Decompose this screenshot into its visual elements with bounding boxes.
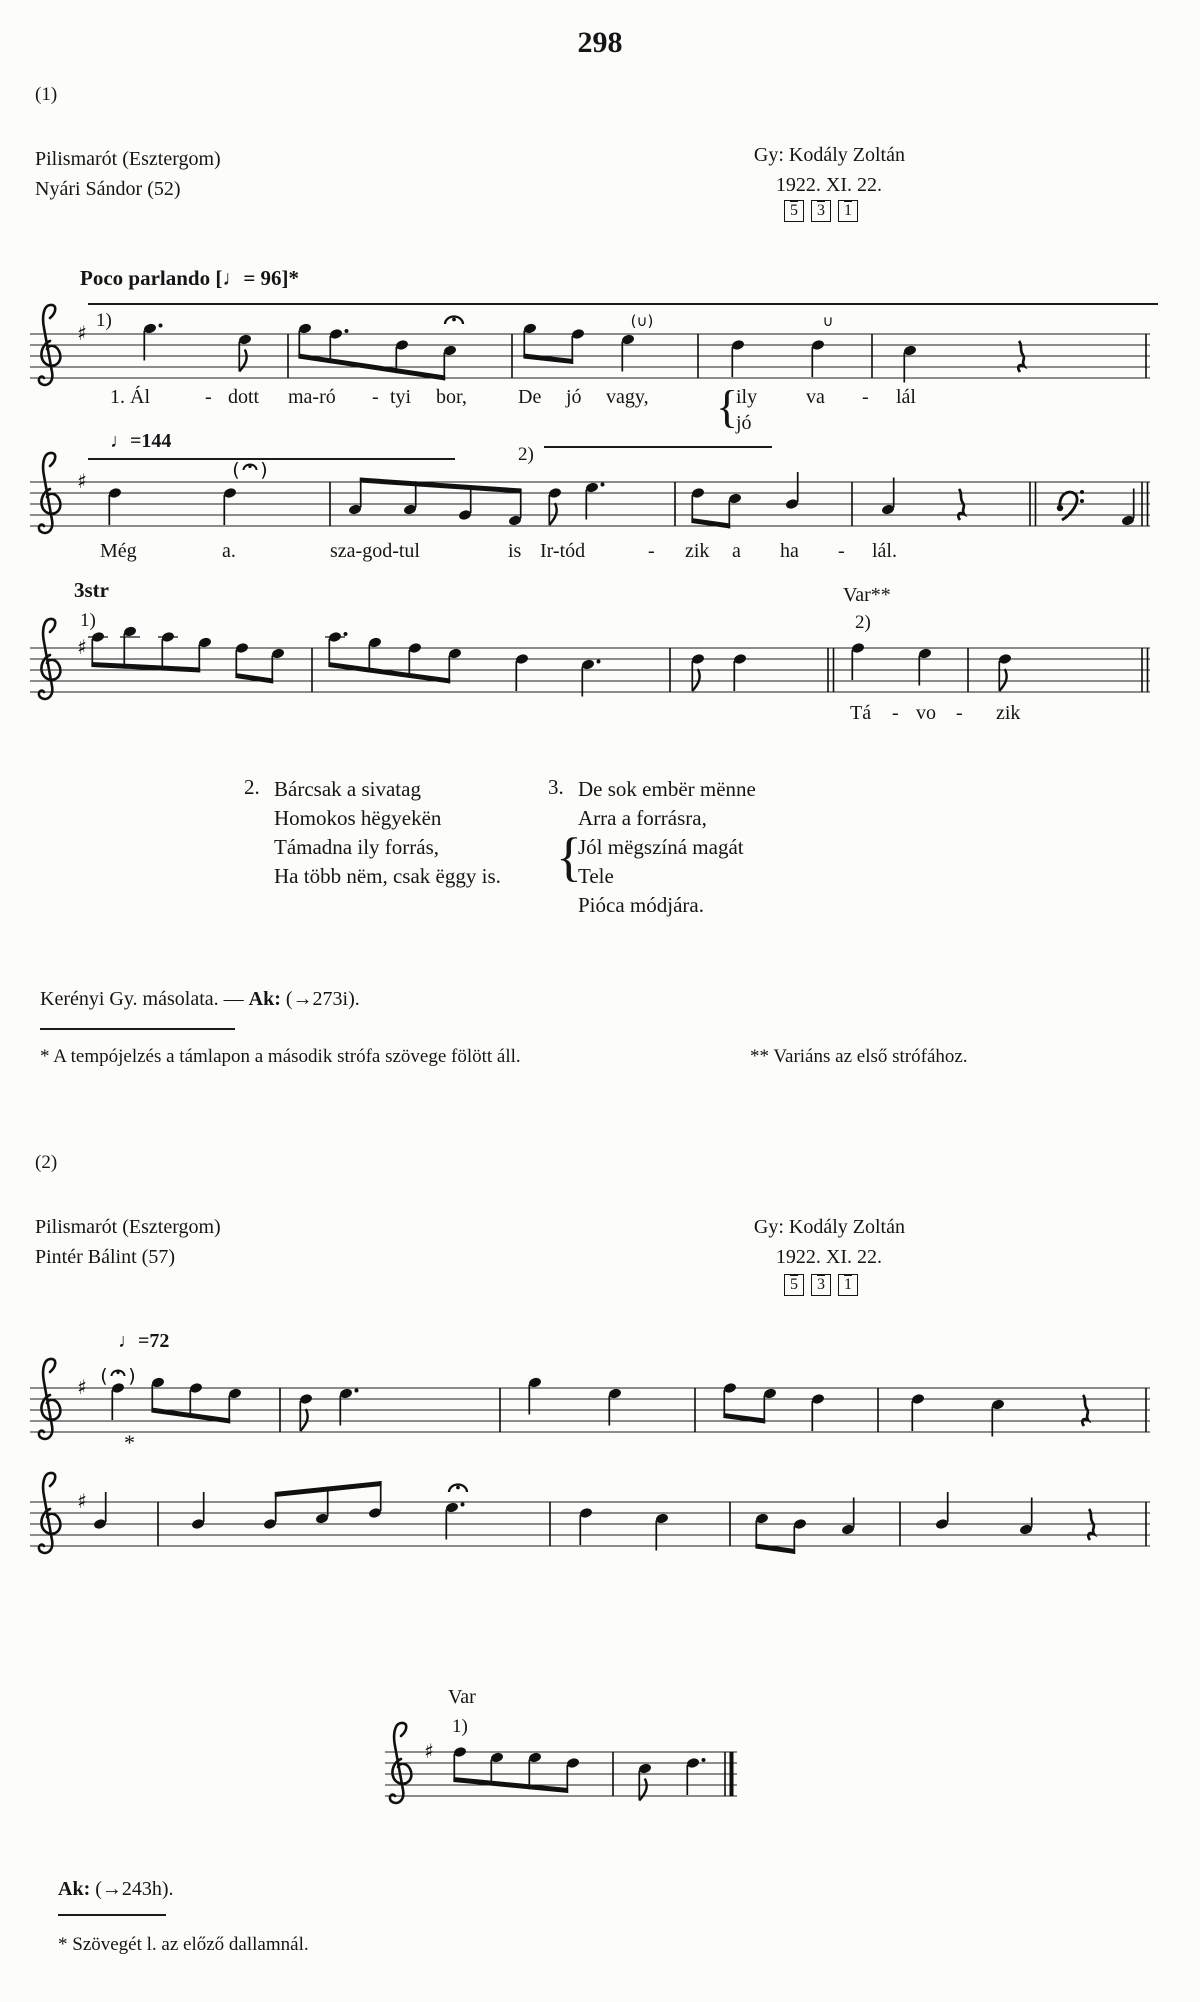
verse-line: Ha több nëm, csak ëggy is. xyxy=(274,864,501,888)
verse-line: De sok embër mënne xyxy=(578,777,756,801)
lyric-syllable: De xyxy=(518,386,542,408)
song1-source-note xyxy=(40,988,360,1011)
song2-place: Pilismarót (Esztergom) xyxy=(35,1216,221,1238)
lyric-syllable: lál. xyxy=(872,540,897,562)
svg-text:♯: ♯ xyxy=(77,469,87,493)
lyric-syllable: jó xyxy=(736,412,752,434)
svg-text:(: ( xyxy=(100,1365,108,1387)
svg-text:(: ( xyxy=(232,459,240,481)
song1-cadence-boxes xyxy=(784,200,858,222)
song1-strophe3-marker: 1) xyxy=(80,610,96,631)
song1-variant-marker: 2) xyxy=(855,612,871,633)
song1-tempo-2: ♩=144 xyxy=(110,430,172,452)
lyric-brace: { xyxy=(716,381,739,432)
verse-line: Pióca módjára. xyxy=(578,893,704,917)
lyric-syllable: Tá xyxy=(850,702,872,724)
song2-index: (2) xyxy=(35,1152,58,1173)
cadence-box: 5 xyxy=(784,200,804,222)
lyric-syllable: vagy, xyxy=(606,386,649,408)
song2-tempo: ♩=72 xyxy=(118,1330,170,1352)
svg-text:♯: ♯ xyxy=(77,635,87,659)
lyric-syllable: ily xyxy=(736,386,758,408)
lyric-syllable: dott xyxy=(228,386,260,408)
cadence-box: 1 xyxy=(838,1274,858,1296)
lyric-syllable: - xyxy=(648,540,655,562)
ak-reference: (→273i). xyxy=(280,988,360,1010)
lyric-syllable: zik xyxy=(685,540,710,562)
ak-label: Ak: xyxy=(248,988,281,1010)
page-number: 298 xyxy=(577,26,623,59)
staff-2 xyxy=(30,422,1164,554)
song1-tempo-main: Poco parlando [♩= 96]* xyxy=(80,266,300,290)
song2-source-note xyxy=(58,1878,174,1901)
lyric-syllable: 1. Ál xyxy=(110,386,150,408)
verse-line: Homokos hëgyekën xyxy=(274,806,442,830)
song1-place: Pilismarót (Esztergom) xyxy=(35,148,221,170)
song1-informant: Nyári Sándor (52) xyxy=(35,178,181,200)
lyric-syllable: ha xyxy=(780,540,799,562)
lyric-syllable: - xyxy=(956,702,963,724)
lyric-syllable: zik xyxy=(996,702,1021,724)
song2-collector: Gy: Kodály Zoltán xyxy=(753,1216,905,1238)
verse-line: Arra a forrásra, xyxy=(578,806,707,830)
song1-strophe3-label: 3str xyxy=(74,578,109,602)
cadence-box: 3 xyxy=(811,200,831,222)
lyric-syllable: Ir-tód xyxy=(540,540,586,562)
song1-marker-1: 1) xyxy=(96,310,112,331)
staff-1 xyxy=(30,274,1164,406)
lyric-syllable: - xyxy=(205,386,212,408)
lyric-syllable: - xyxy=(838,540,845,562)
lyric-syllable: va xyxy=(806,386,825,408)
footnote-rule-1 xyxy=(40,1028,235,1030)
lyric-syllable: - xyxy=(862,386,869,408)
svg-text:♯: ♯ xyxy=(424,1739,434,1763)
lyric-syllable: a xyxy=(732,540,741,562)
verse-number: 3. xyxy=(548,775,564,799)
verse-line: Tele xyxy=(578,864,614,888)
song1-date: 1922. XI. 22. xyxy=(775,174,882,196)
verse-brace: { xyxy=(556,827,582,887)
staff-3 xyxy=(30,588,1164,720)
cadence-box: 1 xyxy=(838,200,858,222)
lyric-syllable: lál xyxy=(896,386,916,408)
verse-3 xyxy=(548,775,756,920)
song2-date: 1922. XI. 22. xyxy=(775,1246,882,1268)
ak-label: Ak: xyxy=(58,1878,91,1900)
song1-index: (1) xyxy=(35,84,58,105)
footnote-1: * A tempójelzés a támlapon a második strófa szövege fölött áll. xyxy=(40,1046,521,1067)
lyric-syllable: is xyxy=(508,540,522,562)
staff-6 xyxy=(385,1692,751,1824)
svg-text:(∪): (∪) xyxy=(630,312,654,330)
svg-text:): ) xyxy=(128,1365,136,1387)
song2-cadence-boxes xyxy=(784,1274,858,1296)
lyric-syllable: vo xyxy=(916,702,936,724)
lyric-syllable: ma-ró xyxy=(288,386,336,408)
verse-line: Jól mëgszíná magát xyxy=(578,835,744,859)
lyric-syllable: jó xyxy=(566,386,582,408)
verse-2 xyxy=(244,775,501,891)
lyric-syllable: sza-god-tul xyxy=(330,540,420,562)
song1-variant-label: Var** xyxy=(843,584,891,606)
staff-5 xyxy=(30,1442,1164,1574)
verse-line: Bárcsak a sivatag xyxy=(274,777,421,801)
verse-number: 2. xyxy=(244,775,260,799)
song1-collector: Gy: Kodály Zoltán xyxy=(753,144,905,166)
song2-footnote-star: * xyxy=(124,1430,135,1455)
svg-text:∪: ∪ xyxy=(822,312,834,330)
lyric-syllable: - xyxy=(892,702,899,724)
song2-var-label: Var xyxy=(448,1686,476,1708)
song2-var-marker: 1) xyxy=(452,1716,468,1737)
lyric-syllable: a. xyxy=(222,540,236,562)
footnote-2: ** Variáns az első strófához. xyxy=(750,1046,968,1067)
ak-reference: (→243h). xyxy=(90,1878,174,1900)
lyric-syllable: bor, xyxy=(436,386,467,408)
lyric-syllable: tyi xyxy=(390,386,412,408)
lyric-syllable: Még xyxy=(100,540,137,562)
source-text: Kerényi Gy. másolata. — xyxy=(40,988,249,1010)
svg-text:): ) xyxy=(260,459,268,481)
song1-marker-2: 2) xyxy=(518,444,534,465)
footnote-rule-2 xyxy=(58,1914,166,1916)
lyric-syllable: - xyxy=(372,386,379,408)
cadence-box: 3 xyxy=(811,1274,831,1296)
staff-4 xyxy=(30,1328,1164,1460)
svg-text:♯: ♯ xyxy=(77,321,87,345)
footnote-3: * Szövegét l. az előző dallamnál. xyxy=(58,1934,309,1955)
svg-text:♯: ♯ xyxy=(77,1489,87,1513)
verse-line: Támadna ily forrás, xyxy=(274,835,440,859)
song2-informant: Pintér Bálint (57) xyxy=(35,1246,175,1268)
cadence-box: 5 xyxy=(784,1274,804,1296)
svg-text:♯: ♯ xyxy=(77,1375,87,1399)
